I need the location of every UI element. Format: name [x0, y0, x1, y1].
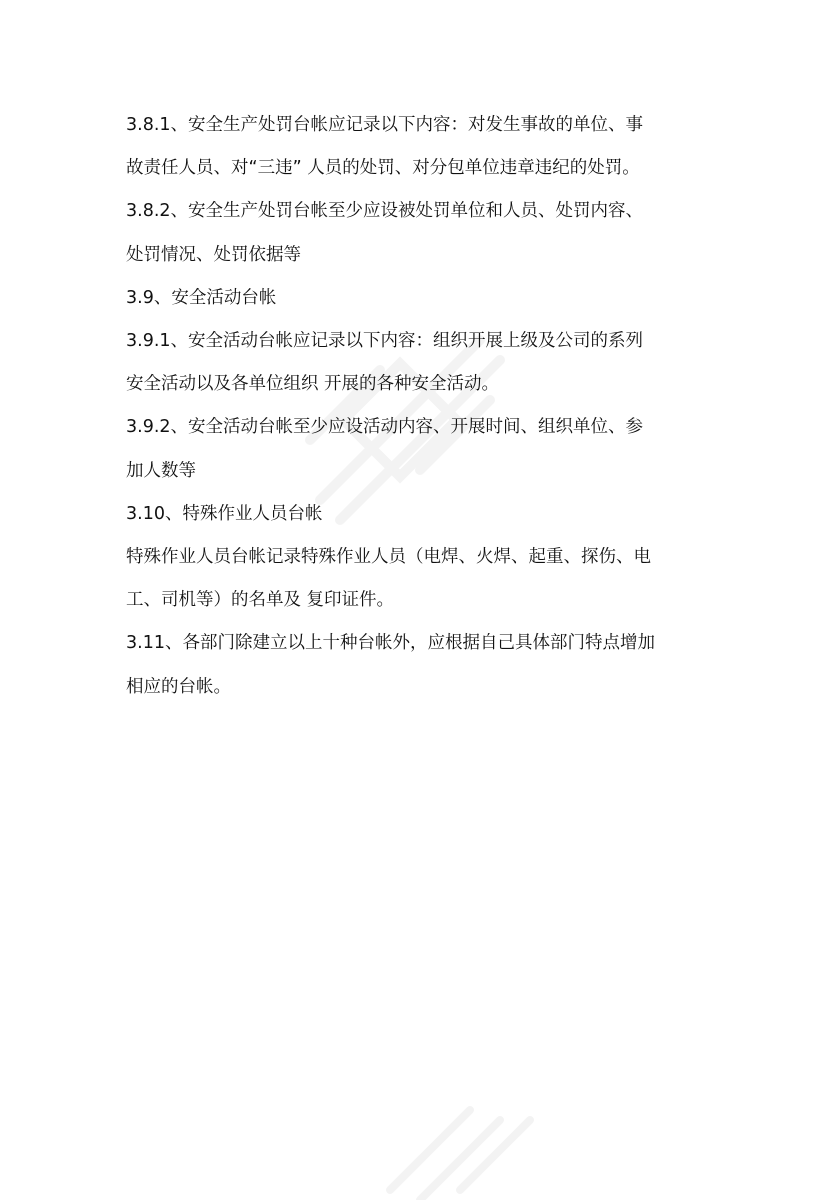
text-line: 处罚情况、处罚依据等 — [126, 244, 301, 265]
text-line: 安全活动以及各单位组织 开展的各种安全活动。 — [126, 374, 500, 395]
text-line: 3.9.2、安全活动台帐至少应设活动内容、开展时间、组织单位、参 — [126, 417, 644, 438]
text-line: 故责任人员、对“三违” 人员的处罚、对分包单位违章违纪的处罚。 — [126, 158, 640, 179]
text-line: 3.9.1、安全活动台帐应记录以下内容：组织开展上级及公司的系列 — [126, 331, 644, 352]
text-line: 3.8.1、安全生产处罚台帐应记录以下内容：对发生事故的单位、事 — [126, 115, 644, 135]
document-body — [126, 104, 718, 709]
text-line: 相应的台帐。 — [126, 676, 231, 697]
text-line: 特殊作业人员台帐记录特殊作业人员（电焊、火焊、起重、探伤、电 — [126, 547, 651, 568]
watermark-logo-icon — [360, 1060, 560, 1200]
section-heading: 3.9、安全活动台帐 — [126, 287, 277, 308]
text-line: 3.8.2、安全生产处罚台帐至少应设被处罚单位和人员、处罚内容、 — [126, 201, 644, 222]
text-line: 3.11、各部门除建立以上十种台帐外，应根据自己具体部门特点增加 — [126, 633, 655, 654]
section-heading: 3.10、特殊作业人员台帐 — [126, 503, 323, 524]
text-line: 加人数等 — [126, 460, 196, 481]
text-line: 工、司机等）的名单及 复印证件。 — [126, 590, 395, 611]
